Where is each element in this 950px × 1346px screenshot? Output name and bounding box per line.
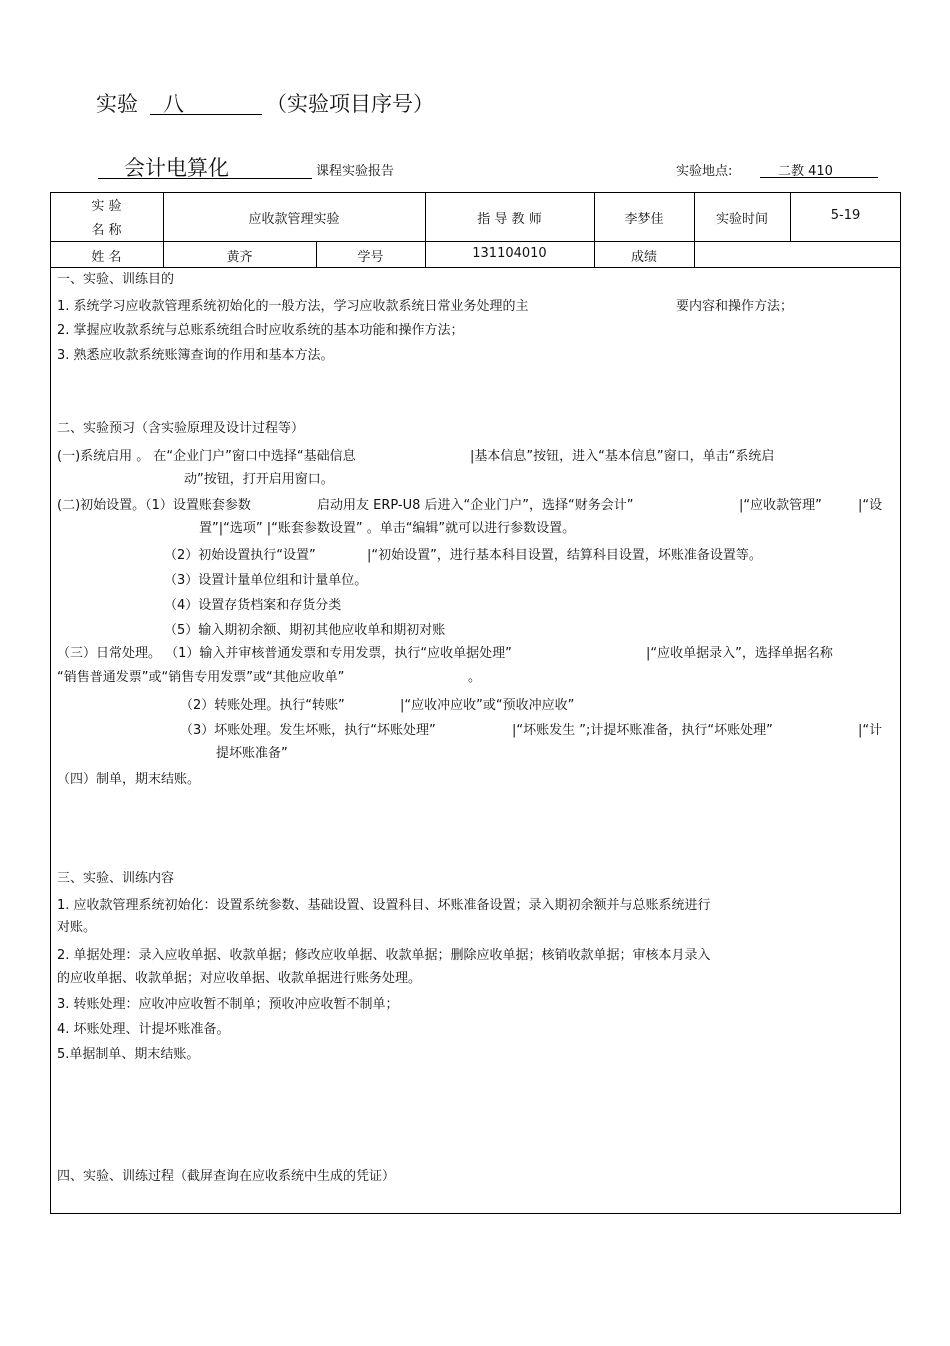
experiment-name-value: 应收款管理实验 [248, 212, 340, 227]
section2-text: 置”|“选项” |“账套参数设置” 。单击“编辑”就可以进行参数设置。 [199, 521, 576, 536]
location-value: 二教 410 [778, 164, 833, 179]
section2-text: |“应收冲应收”或“预收冲应收” [400, 698, 575, 713]
section2-text: |“计 [858, 723, 883, 738]
student-value: 黄齐 [226, 250, 253, 265]
time-label: 实验时间 [715, 212, 768, 227]
section2-text: （4）设置存货档案和存货分类 [164, 598, 342, 613]
course-underline [98, 178, 312, 179]
row1-bottom [50, 241, 901, 242]
section2-text: |“应收单据录入”，选择单据名称 [646, 646, 833, 661]
student-label: 姓 名 [91, 250, 122, 265]
section1-item: 3. 熟悉应收款系统账簿查询的作用和基本方法。 [57, 348, 334, 363]
section2-text: “销售普通发票”或“销售专用发票”或“其他应收单” [57, 670, 345, 685]
section2-text: |基本信息”按钮，进入“基本信息”窗口，单击“系统启 [470, 449, 775, 464]
section3-text: 5.单据制单、期末结账。 [57, 1047, 200, 1062]
section3-text: 1. 应收款管理系统初始化：设置系统参数、基础设置、设置科目、坏账准备设置；录入期初余额并与总账系统进行 [57, 898, 711, 913]
section2-text: （2）初始设置执行“设置” [164, 548, 316, 563]
section3-title: 三、实验、训练内容 [57, 871, 175, 886]
score-label: 成绩 [630, 250, 657, 265]
section2-text: (一)系统启用 。 在“企业门户”窗口中选择“基础信息 [57, 449, 356, 464]
section3-text: 对账。 [57, 920, 97, 935]
section1-item: 2. 掌握应收款系统与总账系统组合时应收系统的基本功能和操作方法； [57, 323, 464, 338]
section2-text: 动”按钮，打开启用窗口。 [184, 472, 334, 487]
experiment-number: 八 [163, 92, 184, 116]
section1-title: 一、实验、训练目的 [57, 272, 175, 287]
section2-text: |“设 [858, 498, 883, 513]
section2-text: （四）制单，期末结账。 [57, 772, 201, 787]
experiment-suffix: （实验项目序号） [266, 92, 434, 116]
course-name: 会计电算化 [124, 156, 229, 180]
student-id-label: 学号 [357, 250, 384, 265]
teacher-label: 指 导 教 师 [477, 212, 542, 227]
section2-text: （3）设置计量单位组和计量单位。 [164, 573, 368, 588]
report-label: 课程实验报告 [316, 164, 395, 179]
section3-text: 2. 单据处理：录入应收单据、收款单据；修改应收单据、收款单据；删除应收单据；核销收款单据；审核本月录入 [57, 948, 711, 963]
section4-title: 四、实验、训练过程（截屏查询在应收系统中生成的凭证） [57, 1169, 396, 1184]
section2-text: （5）输入期初余额、期初其他应收单和期初对账 [164, 623, 446, 638]
section2-text: 启动用友 ERP-U8 后进入“企业门户”，选择“财务会计” [317, 498, 634, 513]
section3-text: 4. 坏账处理、计提坏账准备。 [57, 1022, 230, 1037]
section2-text: 提坏账准备” [216, 746, 288, 761]
section2-text: （2）转账处理。执行“转账” [180, 698, 345, 713]
row2-bottom [50, 267, 901, 268]
section1-item: 1. 系统学习应收款管理系统初始化的一般方法，学习应收款系统日常业务处理的主 [57, 299, 529, 314]
location-label: 实验地点: [676, 164, 733, 179]
section2-text: |“应收款管理” [739, 498, 822, 513]
location-underline [760, 177, 878, 178]
experiment-name-label-1: 实 验 [91, 199, 122, 214]
time-value: 5-19 [830, 208, 861, 223]
experiment-name-label-2: 名 称 [91, 223, 122, 238]
section2-text: （三）日常处理。 （1）输入并审核普通发票和专用发票，执行“应收单据处理” [57, 646, 512, 661]
teacher-value: 李梦佳 [624, 212, 664, 227]
number-underline [150, 114, 262, 115]
section2-text: 。 [468, 670, 482, 685]
section3-text: 3. 转账处理：应收冲应收暂不制单；预收冲应收暂不制单； [57, 997, 399, 1012]
col-divider [694, 192, 695, 267]
section3-text: 的应收单据、收款单据；对应收单据、收款单据进行账务处理。 [57, 971, 422, 986]
section2-text: （3）坏账处理。发生坏账，执行“坏账处理” [180, 723, 436, 738]
student-id-value: 131104010 [472, 246, 547, 261]
section2-text: |“初始设置”，进行基本科目设置，结算科目设置，坏账准备设置等。 [367, 548, 762, 563]
experiment-prefix: 实验 [96, 92, 138, 116]
section2-title: 二、实验预习（含实验原理及设计过程等） [57, 421, 305, 436]
section2-text: (二)初始设置。（1）设置账套参数 [57, 498, 251, 513]
section2-text: |“坏账发生 ”;计提坏账准备，执行“坏账处理” [512, 723, 773, 738]
section1-item: 要内容和操作方法； [676, 299, 794, 314]
